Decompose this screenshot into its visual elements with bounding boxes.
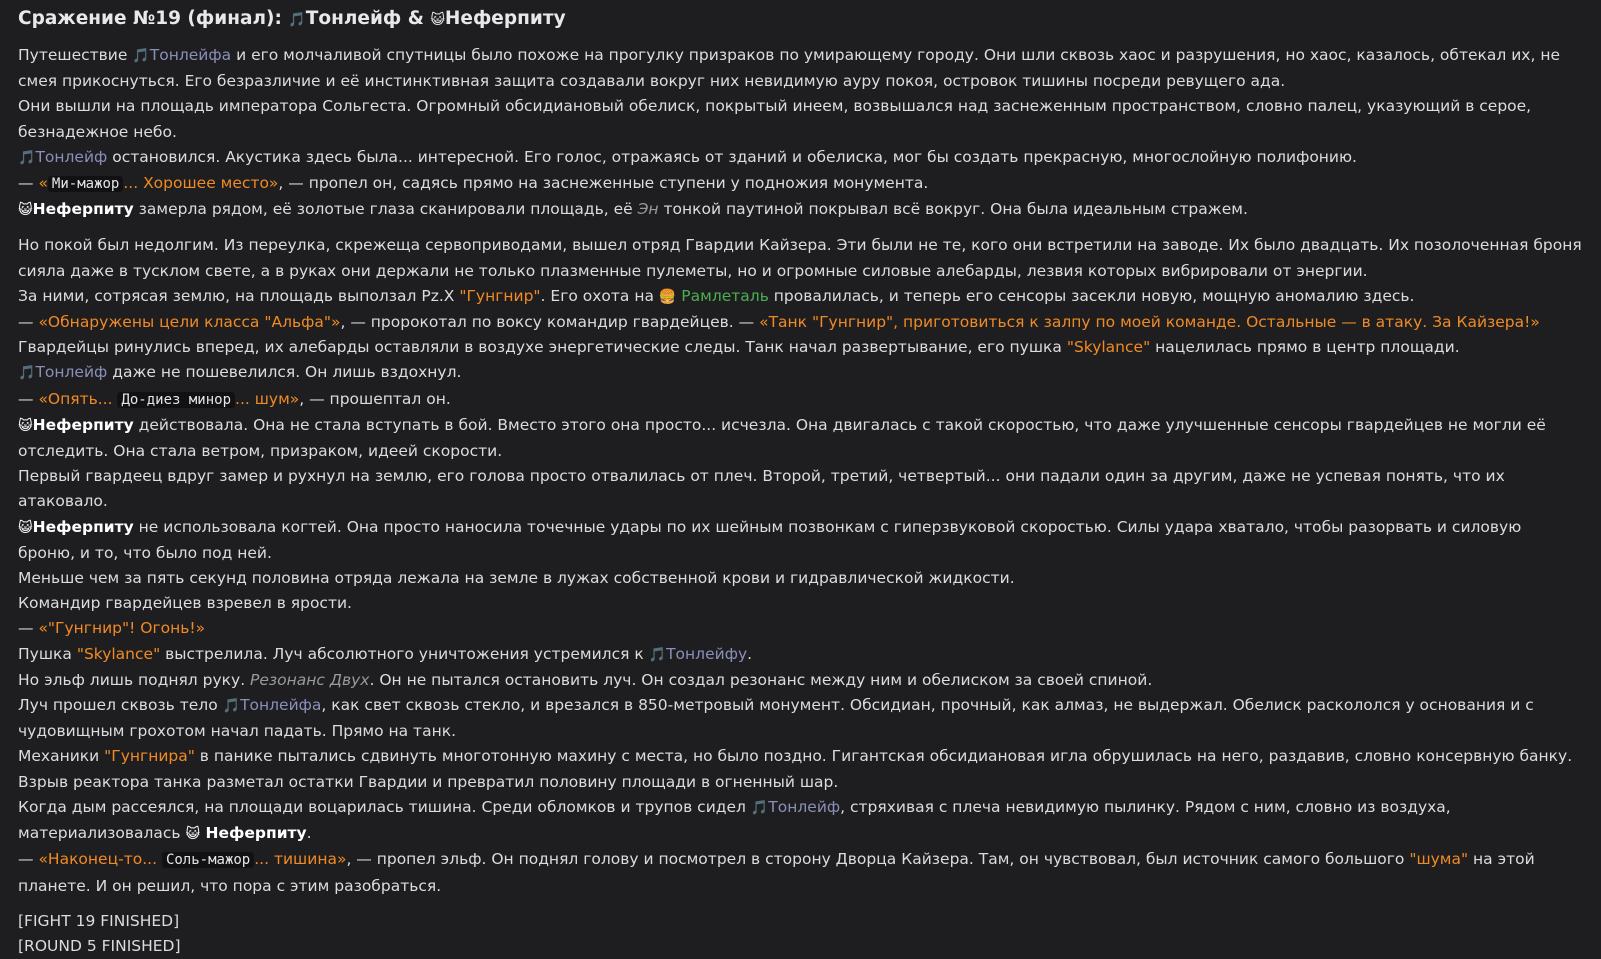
text: тонкой паутиной покрывал всё вокруг. Она была идеальным стражем.	[658, 200, 1248, 219]
text: остановился. Акустика здесь была... интересной. Его голос, отражаясь от зданий и обелиска, мог бы создать прекрасную, многослойную полифонию.	[107, 147, 1357, 166]
paragraph: Взрыв реактора танка разметал остатки Гвардии и превратил половину площади в огненный шар.	[18, 772, 839, 791]
text: провалилась, и теперь его сенсоры засекли новую, мощную аномалию здесь.	[768, 286, 1415, 305]
character-name: Тонлейфу	[666, 644, 748, 663]
code-chord: До-диез минор	[117, 392, 235, 408]
text: в панике пытались сдвинуть многотонную махину с места, но было поздно. Гигантская обсидиановая игла обрушилась на него, раздавив, словно консервную банку.	[194, 747, 1573, 766]
dialogue-line	[18, 616, 1583, 641]
paragraph	[18, 413, 1583, 464]
music-note-icon: 🎵	[132, 48, 150, 64]
music-note-icon: 🎵	[18, 365, 36, 382]
text: на этой планете. И он решил, что пора с этим разобраться.	[18, 850, 1535, 895]
dialogue-line	[18, 171, 1583, 197]
text: За ними, сотрясая землю, на площадь выползал Pz.X	[18, 286, 460, 305]
character-tonleif	[18, 148, 107, 166]
character-name: Неферпиту	[32, 517, 134, 536]
dash: —	[18, 389, 39, 408]
paragraph	[18, 515, 1583, 566]
character-name: Тонлейф	[35, 363, 108, 382]
text: Но эльф лишь поднял руку.	[18, 670, 251, 689]
paragraph	[18, 145, 1583, 171]
text: даже не пошевелился. Он лишь вздохнул.	[107, 363, 462, 382]
character-name: Тонлейф	[35, 147, 108, 166]
paragraph	[18, 335, 1583, 360]
quote: "Гунгнир"	[459, 286, 541, 305]
quote: "Skylance"	[1066, 338, 1151, 357]
paragraph	[18, 43, 1583, 94]
text: , — пропел эльф. Он поднял голову и посмотрел в сторону Дворца Кайзера. Там, он чувствовал, был источник самого большого	[346, 850, 1410, 869]
quote: "шума"	[1409, 850, 1469, 869]
quote: «Наконец-то...	[38, 850, 162, 869]
title-ampersand: &	[401, 8, 431, 29]
character-name: Неферпиту	[32, 200, 134, 219]
text: не использовала когтей. Она просто наносила точечные удары по их шейным позвонкам с гиперзвуковой скоростью. Силы удара хватало, чтобы разорвать и силовую броню, и то, что было под ней.	[18, 517, 1522, 562]
quote: «"Гунгнир"! Огонь!»	[38, 619, 206, 638]
text: замерла рядом, её золотые глаза сканировали площадь, её	[133, 200, 638, 219]
dash: —	[18, 174, 39, 193]
text: .	[747, 644, 753, 663]
music-note-icon: 🎵	[648, 646, 667, 663]
ability-resonance: Резонанс Двух	[250, 670, 370, 689]
dialogue-line	[18, 847, 1583, 898]
ability-en: Эн	[637, 200, 659, 219]
text: действовала. Она не стала вступать в бой. Вместо этого она просто... исчезла. Она двигалась с такой скоростью, что даже улучшенные сенсоры гвардейцев не могли её отследить. Она стала ветром, призраком, идеей скорости.	[18, 415, 1546, 461]
code-chord: Соль-мажор	[162, 852, 254, 868]
quote: «Обнаружены цели класса "Альфа"»	[38, 313, 341, 332]
paragraph	[18, 744, 1583, 769]
quote: «	[38, 174, 48, 193]
fight-title	[18, 4, 1583, 35]
text: и его молчаливой спутницы было похоже на прогулку призраков по умирающему городу. Они шли сквозь хаос и разрушения, но хаос, казалось, обтекал их, не смея прикоснуться. Его безразличие и её инстинктивная защита создавали вокруг них невидимую ауру покоя, островок тишины посреди ревущего ада.	[18, 46, 1560, 91]
quote: ... Хорошее место»	[123, 174, 279, 193]
paragraph	[18, 693, 1583, 744]
quote: «Опять...	[38, 389, 118, 408]
text: Пушка	[18, 644, 77, 663]
paragraph	[18, 668, 1583, 693]
quote: ... тишина»	[254, 850, 347, 869]
dash: —	[18, 850, 39, 869]
fight-finished-status: [FIGHT 19 FINISHED]	[18, 911, 180, 930]
paragraph: Командир гвардейцев взревел в ярости.	[18, 594, 352, 613]
character-tonleif	[18, 363, 107, 381]
character-neferpitu	[18, 416, 134, 434]
cat-face-icon: 😺	[18, 519, 33, 536]
quote: «Танк "Гунгнир", приготовиться к залпу по моей команде. Остальные — в атаку. За Кайзера!»	[759, 313, 1540, 332]
character-ramletal	[659, 287, 769, 305]
paragraph: Первый гвардеец вдруг замер и рухнул на землю, его голова просто отвалилась от плеч. Второй, третий, четвертый... они падали один за другим, даже не успевая понять, что их атаковало.	[18, 467, 1505, 511]
music-note-icon: 🎵	[750, 799, 769, 816]
text: Механики	[18, 747, 105, 766]
text: .	[306, 824, 312, 843]
dialogue-line	[18, 387, 1583, 413]
paragraph	[18, 795, 1583, 847]
code-chord: Ми-мажор	[48, 176, 123, 192]
character-neferpitu	[18, 200, 134, 218]
dialogue-line	[18, 310, 1583, 335]
character-name: Неферпиту	[32, 415, 134, 434]
character-tonleif	[132, 46, 231, 64]
title-name-tonleif: Тонлейф	[305, 8, 402, 29]
character-tonleif	[751, 798, 840, 816]
character-name: Тонлейфа	[240, 696, 322, 715]
cat-face-icon: 😺	[18, 417, 33, 434]
paragraph	[18, 284, 1583, 310]
title-name-neferpitu: Неферпиту	[444, 8, 566, 29]
quote: "Гунгнира"	[104, 747, 195, 766]
quote: "Skylance"	[76, 644, 161, 663]
music-note-icon: 🎵	[222, 698, 241, 715]
text: . Он не пытался остановить луч. Он создал резонанс между ним и обелиском за своей спиной.	[369, 670, 1153, 689]
character-name: Неферпиту	[205, 824, 307, 843]
text: , — пропел он, садясь прямо на заснеженные ступени у подножия монумента.	[278, 174, 929, 193]
text: нацелилась прямо в центр площади.	[1150, 338, 1460, 357]
paragraph: Меньше чем за пять секунд половина отряда лежала на земле в лужах собственной крови и гидравлической жидкости.	[18, 569, 1015, 588]
cat-face-icon: 😺	[430, 12, 445, 28]
character-name: Тонлейфа	[149, 46, 232, 64]
text: , — пророкотал по воксу командир гвардейцев. —	[340, 313, 760, 332]
paragraph: Но покой был недолгим. Из переулка, скрежеща сервоприводами, вышел отряд Гвардии Кайзера. Эти были не те, кого они встретили на заводе. Их было двадцать. Их позолоченная броня сияла даже в тусклом свете, а в руках они держали не только плазменные пулеметы, но и огромные силовые алебарды, лезвия которых вибрировали от энергии.	[18, 236, 1582, 280]
character-neferpitu	[18, 518, 134, 536]
text: , как свет сквозь стекло, и врезался в 850-метровый монумент. Обсидиан, прочный, как алмаз, не выдержал. Обелиск раскололся у основания и с чудовищным грохотом начал падать. Прямо на танк.	[18, 696, 1534, 741]
title-prefix: Сражение №19 (финал):	[18, 8, 289, 29]
round-finished-status: [ROUND 5 FINISHED]	[18, 936, 181, 955]
paragraph	[18, 197, 1583, 223]
paragraph: Они вышли на площадь императора Сольгеста. Огромный обсидиановый обелиск, покрытый инеем, возвышался над заснеженным пространством, словно палец, указующий в серое, безнадежное небо.	[18, 97, 1532, 141]
music-note-icon: 🎵	[288, 12, 306, 28]
text: , — прошептал он.	[299, 389, 451, 408]
character-tonleif	[223, 696, 322, 714]
character-name: Тонлейф	[768, 797, 841, 816]
text: Когда дым рассеялся, на площади воцарилась тишина. Среди обломков и трупов сидел	[18, 797, 751, 816]
dash: —	[18, 619, 39, 638]
cat-face-icon: 😺	[185, 826, 201, 843]
character-neferpitu	[186, 824, 307, 842]
cat-face-icon: 😺	[18, 202, 33, 219]
text: . Его охота на	[540, 286, 659, 305]
paragraph	[18, 642, 1583, 668]
text: Луч прошел сквозь тело	[18, 696, 223, 715]
dash: —	[18, 313, 39, 332]
text: , стряхивая с плеча невидимую пылинку. Рядом с ним, словно из воздуха, материализовалась	[18, 797, 1451, 843]
text: Путешествие	[18, 46, 133, 64]
music-note-icon: 🎵	[18, 149, 36, 166]
burger-icon: 🍔	[658, 288, 677, 305]
quote: ... шум»	[235, 389, 300, 408]
text: Гвардейцы ринулись вперед, их алебарды оставляли в воздухе энергетические следы. Танк начал развертывание, его пушка	[18, 338, 1067, 357]
text: выстрелила. Луч абсолютного уничтожения устремился к	[160, 644, 649, 663]
character-tonleif	[649, 645, 747, 663]
character-name: Рамлеталь	[681, 286, 769, 305]
paragraph	[18, 360, 1583, 386]
